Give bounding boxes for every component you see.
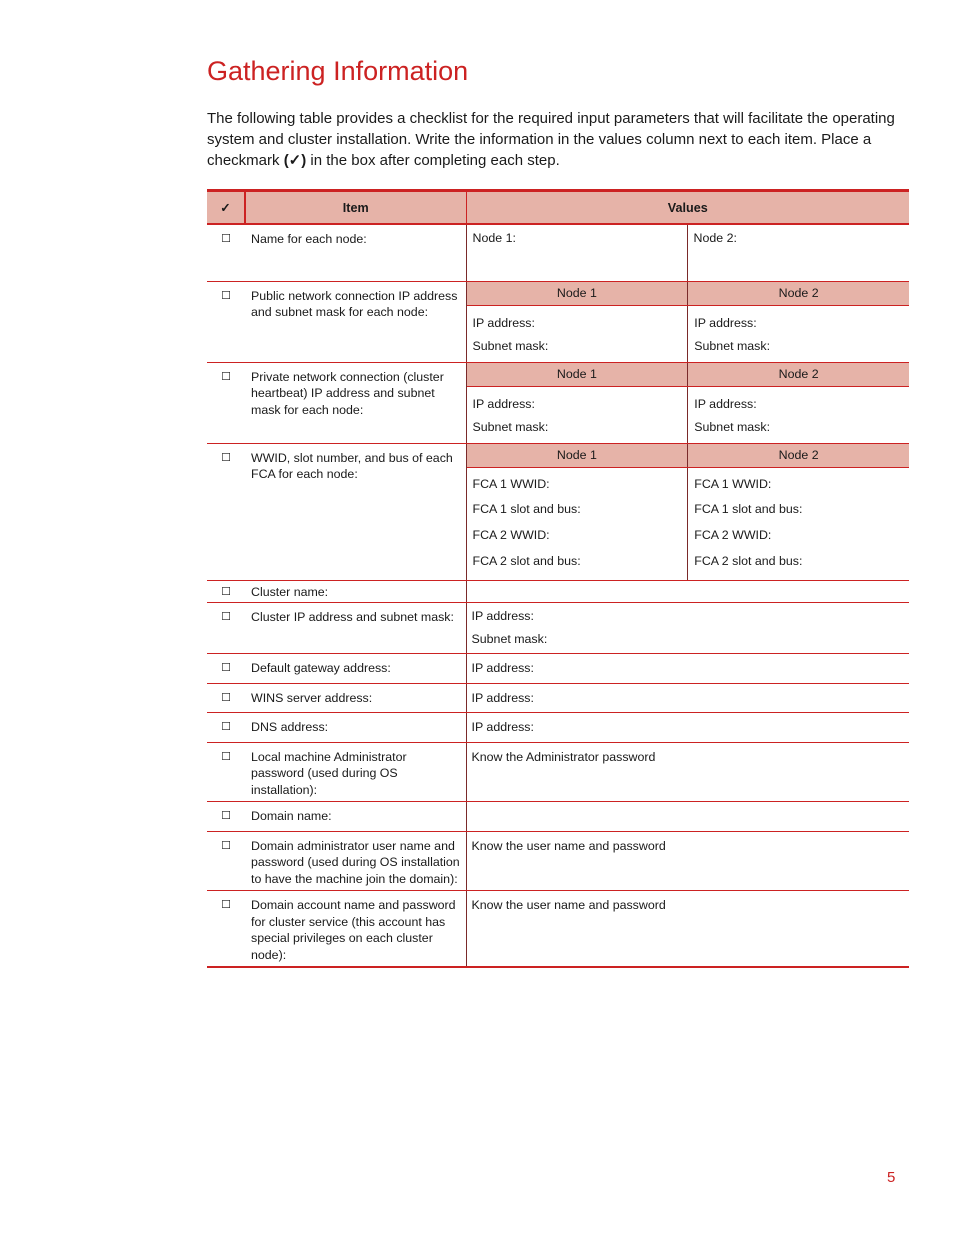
table-row bbox=[207, 580, 909, 603]
checkbox[interactable]: ☐ bbox=[221, 899, 231, 911]
checkbox[interactable]: ☐ bbox=[207, 580, 245, 603]
node-header: Node 1 bbox=[467, 282, 688, 306]
table-row bbox=[207, 224, 909, 281]
node-header: Node 1 bbox=[467, 363, 688, 387]
mask-label: Subnet mask: bbox=[472, 419, 549, 434]
fca1-slot-label: FCA 1 slot and bus: bbox=[472, 502, 581, 517]
item-label: Domain name: bbox=[245, 802, 466, 832]
ip-label: IP address: bbox=[472, 396, 535, 411]
value-cell[interactable]: Know the user name and password bbox=[466, 831, 909, 891]
header-values: Values bbox=[466, 191, 909, 225]
fca2-slot-label: FCA 2 slot and bus: bbox=[472, 553, 581, 568]
table-row bbox=[207, 281, 909, 362]
mask-label: Subnet mask: bbox=[472, 338, 549, 353]
checkbox[interactable]: ☐ bbox=[207, 742, 245, 802]
table-row bbox=[207, 603, 909, 654]
value-cell[interactable] bbox=[466, 603, 909, 654]
header-item: Item bbox=[245, 191, 466, 225]
fca1-wwid-label: FCA 1 WWID: bbox=[694, 476, 772, 491]
item-label: Name for each node: bbox=[245, 224, 466, 281]
checkbox[interactable]: ☐ bbox=[207, 362, 245, 443]
fca2-wwid-label: FCA 2 WWID: bbox=[694, 527, 772, 542]
item-label: Cluster IP address and subnet mask: bbox=[245, 603, 466, 654]
checkbox[interactable]: ☐ bbox=[207, 603, 245, 654]
node2-values[interactable] bbox=[688, 386, 909, 443]
table-row bbox=[207, 654, 909, 684]
item-label: Domain account name and password for cluster service (this account has special privileges on each cluster node): bbox=[245, 891, 466, 968]
value-cell[interactable]: Know the Administrator password bbox=[466, 742, 909, 802]
table-row bbox=[207, 362, 909, 443]
item-label: Public network connection IP address and subnet mask for each node: bbox=[245, 281, 466, 362]
page-title: Gathering Information bbox=[207, 56, 469, 86]
node2-values[interactable] bbox=[688, 467, 909, 580]
value-cell[interactable]: Node 2: bbox=[687, 224, 909, 281]
node-header: Node 1 bbox=[467, 444, 688, 468]
node-header: Node 2 bbox=[688, 282, 909, 306]
value-group bbox=[466, 362, 909, 443]
value-group bbox=[466, 443, 909, 580]
table-row bbox=[207, 891, 909, 968]
intro-text-1: The following table provides a checklist for the required input parameters that will facilitate the operating system and cluster installation. Write the information in the values column next to each item. Place a checkmark bbox=[207, 110, 895, 169]
mask-label: Subnet mask: bbox=[471, 632, 548, 646]
value-cell[interactable]: IP address: bbox=[466, 654, 909, 684]
value-group bbox=[466, 281, 909, 362]
header-check: ✓ bbox=[207, 191, 245, 225]
item-label: Local machine Administrator password (used during OS installation): bbox=[245, 742, 466, 802]
ip-label: IP address: bbox=[694, 396, 757, 411]
checkbox[interactable]: ☐ bbox=[207, 683, 245, 713]
table-row bbox=[207, 683, 909, 713]
item-label: Default gateway address: bbox=[245, 654, 466, 684]
intro-text-2: in the box after completing each step. bbox=[306, 152, 560, 169]
value-cell[interactable] bbox=[466, 802, 909, 832]
checkmark-symbol: (✓) bbox=[283, 152, 307, 169]
value-cell[interactable]: IP address: bbox=[466, 713, 909, 743]
mask-label: Subnet mask: bbox=[694, 419, 771, 434]
fca2-wwid-label: FCA 2 WWID: bbox=[472, 527, 550, 542]
mask-label: Subnet mask: bbox=[694, 338, 771, 353]
value-cell[interactable]: Node 1: bbox=[466, 224, 687, 281]
node1-values[interactable] bbox=[467, 305, 688, 362]
checkbox[interactable]: ☐ bbox=[207, 443, 245, 580]
table-row bbox=[207, 802, 909, 832]
node1-values[interactable] bbox=[467, 386, 688, 443]
item-label: Private network connection (cluster heartbeat) IP address and subnet mask for each node: bbox=[245, 362, 466, 443]
page-number: 5 bbox=[887, 1169, 896, 1186]
table-row bbox=[207, 443, 909, 580]
table-row bbox=[207, 713, 909, 743]
item-label: Cluster name: bbox=[245, 580, 466, 603]
table-row bbox=[207, 742, 909, 802]
intro-paragraph bbox=[207, 108, 907, 171]
item-label: WINS server address: bbox=[245, 683, 466, 713]
node-header: Node 2 bbox=[688, 363, 909, 387]
checklist-table bbox=[207, 189, 909, 968]
table-header bbox=[207, 191, 909, 225]
checkbox[interactable]: ☐ bbox=[207, 654, 245, 684]
item-label: WWID, slot number, and bus of each FCA for each node: bbox=[245, 443, 466, 580]
value-cell[interactable] bbox=[466, 580, 909, 603]
checkbox[interactable]: ☐ bbox=[207, 281, 245, 362]
ip-label: IP address: bbox=[472, 315, 535, 330]
fca1-wwid-label: FCA 1 WWID: bbox=[472, 476, 550, 491]
node-header: Node 2 bbox=[688, 444, 909, 468]
checkbox[interactable]: ☐ bbox=[207, 713, 245, 743]
fca2-slot-label: FCA 2 slot and bus: bbox=[694, 553, 803, 568]
checkbox[interactable]: ☐ bbox=[207, 831, 245, 891]
node1-values[interactable] bbox=[467, 467, 688, 580]
ip-label: IP address: bbox=[694, 315, 757, 330]
fca1-slot-label: FCA 1 slot and bus: bbox=[694, 502, 803, 517]
item-label: DNS address: bbox=[245, 713, 466, 743]
checkbox[interactable]: ☐ bbox=[207, 802, 245, 832]
ip-label: IP address: bbox=[471, 609, 534, 623]
item-label: Domain administrator user name and password (used during OS installation to have the machine join the domain): bbox=[245, 831, 466, 891]
checkbox[interactable]: ☐ bbox=[207, 224, 245, 281]
table-row bbox=[207, 831, 909, 891]
node2-values[interactable] bbox=[688, 305, 909, 362]
value-cell[interactable]: IP address: bbox=[466, 683, 909, 713]
value-cell[interactable]: Know the user name and password bbox=[471, 898, 666, 912]
